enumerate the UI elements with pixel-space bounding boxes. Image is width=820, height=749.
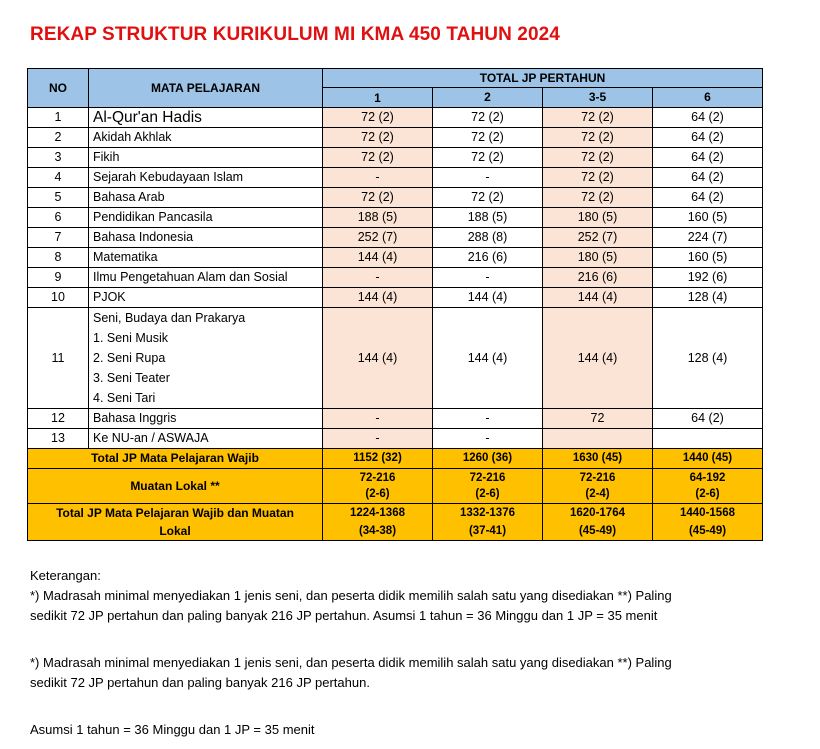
jp-grade-3-5	[543, 429, 653, 449]
table-row	[28, 108, 763, 128]
subject-cell: Matematika	[89, 248, 323, 268]
subject-line: 3. Seni Teater	[93, 371, 170, 385]
subject-cell: Pendidikan Pancasila	[89, 208, 323, 228]
subject-cell-arts	[89, 308, 323, 409]
row-no: 6	[28, 208, 89, 228]
jp-grade-1: 72 (2)	[323, 148, 433, 168]
subject-line: Seni, Budaya dan Prakarya	[93, 311, 246, 325]
notes-line: *) Madrasah minimal menyediakan 1 jenis seni, dan peserta didik memilih salah satu yang disediakan **) Paling	[30, 588, 672, 603]
sum-grade-2	[433, 469, 543, 504]
range: 72-216	[359, 472, 396, 484]
row-no: 3	[28, 148, 89, 168]
header-grade-2: 2	[433, 88, 543, 108]
sum-grade-2: 1260 (36)	[433, 449, 543, 469]
jp-grade-6: 64 (2)	[653, 108, 763, 128]
jp-grade-2: 144 (4)	[433, 308, 543, 409]
jp-grade-3-5: 252 (7)	[543, 228, 653, 248]
jp-grade-6: 160 (5)	[653, 208, 763, 228]
label-line: Lokal	[159, 524, 191, 538]
header-no: NO	[28, 69, 89, 108]
label-line: Total JP Mata Pelajaran Wajib dan Muatan	[56, 506, 294, 520]
jp-grade-2: -	[433, 409, 543, 429]
range: 1620-1764	[570, 507, 625, 519]
table-row	[28, 409, 763, 429]
subject-cell: Al-Qur'an Hadis	[89, 108, 323, 128]
sum-grade-2	[433, 504, 543, 541]
table-row	[28, 228, 763, 248]
range: 1224-1368	[350, 507, 405, 519]
jp-grade-6	[653, 429, 763, 449]
table-row	[28, 268, 763, 288]
row-no: 4	[28, 168, 89, 188]
sum-grade-3-5	[543, 504, 653, 541]
row-no: 5	[28, 188, 89, 208]
jp-grade-1: 252 (7)	[323, 228, 433, 248]
jp-grade-2: 144 (4)	[433, 288, 543, 308]
jp-grade-6: 64 (2)	[653, 148, 763, 168]
jp-grade-2: -	[433, 268, 543, 288]
sum-grade-3-5	[543, 469, 653, 504]
jp-grade-2: 288 (8)	[433, 228, 543, 248]
range: 72-216	[579, 472, 616, 484]
jp-grade-6: 64 (2)	[653, 168, 763, 188]
sum-grade-6	[653, 504, 763, 541]
header-subject: MATA PELAJARAN	[89, 69, 323, 108]
jp-grade-6: 192 (6)	[653, 268, 763, 288]
range: 64-192	[689, 472, 726, 484]
jp-grade-1: -	[323, 268, 433, 288]
range: 1332-1376	[460, 507, 515, 519]
table-row-arts	[28, 308, 763, 409]
subject-cell: Bahasa Inggris	[89, 409, 323, 429]
row-no: 7	[28, 228, 89, 248]
summary-label	[28, 504, 323, 541]
subject-cell: Sejarah Kebudayaan Islam	[89, 168, 323, 188]
row-no: 10	[28, 288, 89, 308]
jp-grade-3-5: 72 (2)	[543, 168, 653, 188]
subject-cell: Fikih	[89, 148, 323, 168]
row-no: 8	[28, 248, 89, 268]
jp-grade-2: -	[433, 168, 543, 188]
jp-grade-1: -	[323, 409, 433, 429]
jp-grade-1: 72 (2)	[323, 188, 433, 208]
range: 72-216	[469, 472, 506, 484]
jp-grade-1: 144 (4)	[323, 248, 433, 268]
row-no: 1	[28, 108, 89, 128]
jp-grade-2: 216 (6)	[433, 248, 543, 268]
range-jp: (2-6)	[475, 488, 500, 500]
range-jp: (45-49)	[688, 525, 727, 537]
table-row	[28, 288, 763, 308]
subject-cell: Bahasa Arab	[89, 188, 323, 208]
summary-row-lokal	[28, 469, 763, 504]
jp-grade-6: 64 (2)	[653, 409, 763, 429]
subject-cell: Akidah Akhlak	[89, 128, 323, 148]
curriculum-table	[27, 68, 763, 541]
row-no: 9	[28, 268, 89, 288]
jp-grade-6: 64 (2)	[653, 188, 763, 208]
jp-grade-1: -	[323, 429, 433, 449]
jp-grade-1: -	[323, 168, 433, 188]
range-jp: (34-38)	[358, 525, 397, 537]
notes-line: *) Madrasah minimal menyediakan 1 jenis seni, dan peserta didik memilih salah satu yang disediakan **) Paling	[30, 655, 672, 670]
sum-grade-3-5: 1630 (45)	[543, 449, 653, 469]
sum-grade-6	[653, 469, 763, 504]
range-jp: (2-6)	[695, 488, 720, 500]
header-grade-3-5: 3-5	[543, 88, 653, 108]
jp-grade-6: 64 (2)	[653, 128, 763, 148]
jp-grade-1: 144 (4)	[323, 288, 433, 308]
jp-grade-6: 224 (7)	[653, 228, 763, 248]
jp-grade-3-5: 72 (2)	[543, 128, 653, 148]
subject-cell: Ke NU-an / ASWAJA	[89, 429, 323, 449]
notes-heading: Keterangan:	[30, 568, 101, 583]
jp-grade-2: 72 (2)	[433, 108, 543, 128]
jp-grade-3-5: 72	[543, 409, 653, 429]
header-grade-6: 6	[653, 88, 763, 108]
range-jp: (2-6)	[365, 488, 390, 500]
notes-line: sedikit 72 JP pertahun dan paling banyak 216 JP pertahun.	[30, 675, 370, 690]
header-total-jp: TOTAL JP PERTAHUN	[323, 69, 763, 88]
row-no: 13	[28, 429, 89, 449]
subject-line: 1. Seni Musik	[93, 331, 169, 345]
jp-grade-3-5: 180 (5)	[543, 208, 653, 228]
jp-grade-1: 144 (4)	[323, 308, 433, 409]
jp-grade-1: 188 (5)	[323, 208, 433, 228]
range-jp: (45-49)	[578, 525, 617, 537]
sum-grade-1: 1152 (32)	[323, 449, 433, 469]
range: 1440-1568	[680, 507, 735, 519]
jp-grade-3-5: 144 (4)	[543, 308, 653, 409]
jp-grade-2: -	[433, 429, 543, 449]
jp-grade-3-5: 180 (5)	[543, 248, 653, 268]
jp-grade-3-5: 72 (2)	[543, 148, 653, 168]
jp-grade-3-5: 72 (2)	[543, 108, 653, 128]
sum-grade-6: 1440 (45)	[653, 449, 763, 469]
subject-line: 4. Seni Tari	[93, 391, 156, 405]
sum-grade-1	[323, 504, 433, 541]
jp-grade-2: 72 (2)	[433, 128, 543, 148]
table-row	[28, 128, 763, 148]
subject-cell: Ilmu Pengetahuan Alam dan Sosial	[89, 268, 323, 288]
notes-section	[30, 566, 800, 740]
summary-label: Muatan Lokal **	[28, 469, 323, 504]
jp-grade-3-5: 72 (2)	[543, 188, 653, 208]
jp-grade-6: 128 (4)	[653, 308, 763, 409]
notes-line: sedikit 72 JP pertahun dan paling banyak 216 JP pertahun. Asumsi 1 tahun = 36 Minggu dan 1 JP = 35 menit	[30, 608, 658, 623]
jp-grade-1: 72 (2)	[323, 108, 433, 128]
summary-row-wajib	[28, 449, 763, 469]
sum-grade-1	[323, 469, 433, 504]
table-row	[28, 429, 763, 449]
range-jp: (37-41)	[468, 525, 507, 537]
summary-row-total	[28, 504, 763, 541]
table-row	[28, 208, 763, 228]
subject-line: 2. Seni Rupa	[93, 351, 166, 365]
table-row	[28, 188, 763, 208]
header-grade-1: 1	[323, 88, 433, 108]
jp-grade-1: 72 (2)	[323, 128, 433, 148]
table-row	[28, 168, 763, 188]
table-row	[28, 148, 763, 168]
notes-line: Asumsi 1 tahun = 36 Minggu dan 1 JP = 35 menit	[30, 722, 315, 737]
jp-grade-2: 72 (2)	[433, 148, 543, 168]
jp-grade-6: 160 (5)	[653, 248, 763, 268]
table-row	[28, 248, 763, 268]
row-no: 12	[28, 409, 89, 429]
subject-cell: Bahasa Indonesia	[89, 228, 323, 248]
summary-label: Total JP Mata Pelajaran Wajib	[28, 449, 323, 469]
jp-grade-2: 72 (2)	[433, 188, 543, 208]
page-title: REKAP STRUKTUR KURIKULUM MI KMA 450 TAHUN 2024	[30, 24, 560, 45]
jp-grade-2: 188 (5)	[433, 208, 543, 228]
subject-cell: PJOK	[89, 288, 323, 308]
jp-grade-3-5: 216 (6)	[543, 268, 653, 288]
jp-grade-3-5: 144 (4)	[543, 288, 653, 308]
row-no: 11	[28, 308, 89, 409]
range-jp: (2-4)	[585, 488, 610, 500]
jp-grade-6: 128 (4)	[653, 288, 763, 308]
row-no: 2	[28, 128, 89, 148]
